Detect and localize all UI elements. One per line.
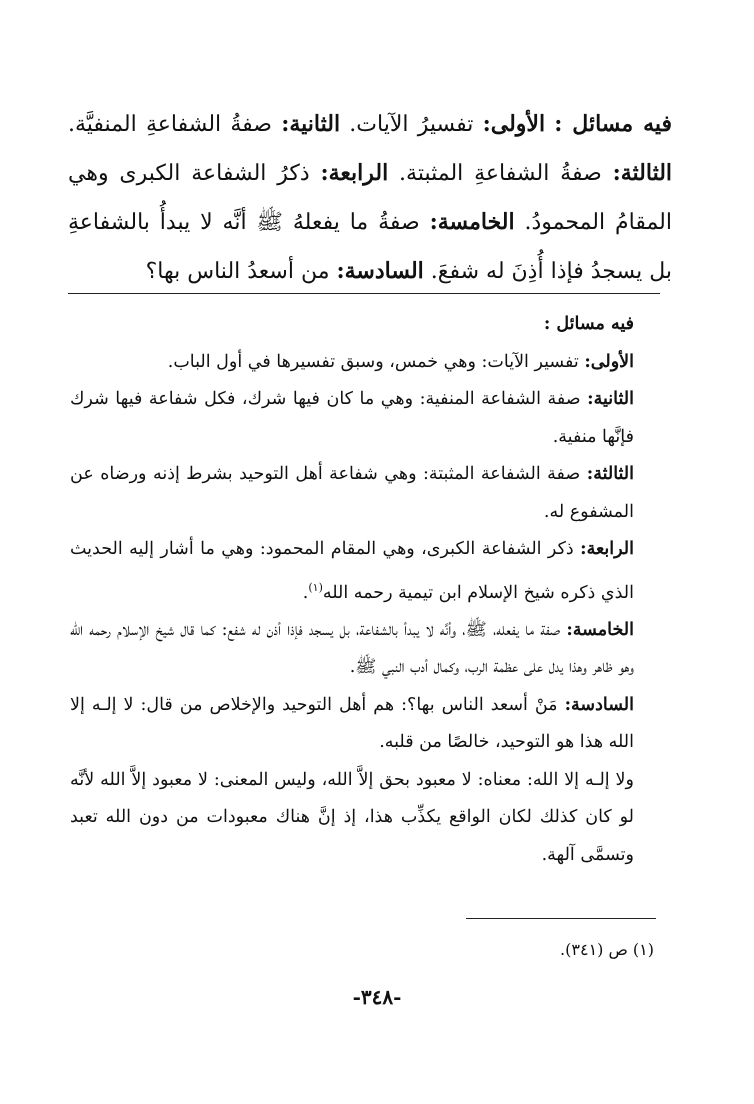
commentary	[70, 306, 672, 874]
summary-intro: فيه مسائل :	[554, 111, 673, 137]
commentary-fifth-text: صفة ما يفعله، ﷺ، وأنَّه لا يبدأ بالشفاعة، بل يسجد فإذا أذن له شفع: كما قال شيخ الإسلام رحمه الله وهو ظاهر وهذا يدل على عظمة الرب، وكمال أدب النبي ﷺ.	[70, 619, 634, 678]
page-number: -٣٤٨-	[352, 985, 402, 1009]
issues-summary	[68, 100, 672, 296]
commentary-fourth-label: الرابعة:	[580, 539, 634, 559]
summary-fifth-label: الخامسة:	[429, 209, 515, 235]
summary-fifth-text: صفةُ ما يفعلهُ ﷺ أنَّه لا يبدأُ بالشفاعةِ بل يسجدُ فإذا أُذِنَ له شفعَ.	[68, 210, 672, 284]
footnote-reference: (١)	[308, 580, 323, 594]
footnote-divider	[466, 918, 656, 919]
commentary-first-label: الأولى:	[584, 351, 634, 372]
commentary-fourth-end: .	[302, 582, 309, 603]
summary-sixth-text: من أسعدُ الناس بها؟	[145, 259, 330, 284]
footnote: (١) ص (٣٤١).	[560, 940, 654, 959]
summary-first-text: تفسيرُ الآيات.	[349, 112, 474, 137]
summary-third-text: صفةُ الشفاعةِ المثبتة.	[399, 161, 602, 186]
commentary-first-text: تفسير الآيات: وهي خمس، وسبق تفسيرها في أول الباب.	[167, 351, 579, 372]
commentary-fourth	[70, 531, 672, 612]
commentary-sixth-label: السادسة:	[564, 694, 634, 715]
commentary-fourth-text: ذكر الشفاعة الكبرى، وهي المقام المحمود: وهي ما أشار إليه الحديث الذي ذكره شيخ الإسلام ابن تيمية رحمه الله	[70, 539, 634, 603]
commentary-third-text: صفة الشفاعة المثبتة: وهي شفاعة أهل التوحيد بشرط إذنه ورضاه عن المشفوع له.	[70, 464, 634, 522]
section-divider	[68, 293, 660, 294]
summary-fourth-label: الرابعة:	[320, 160, 389, 186]
commentary-sixth-text: مَنْ أسعد الناس بها؟: هم أهل التوحيد والإخلاص من قال: لا إلـه إلا الله هذا هو التوحيد، خالصًا من قلبه.	[70, 694, 634, 753]
commentary-second	[70, 381, 672, 456]
commentary-intro: فيه مسائل :	[543, 314, 634, 334]
commentary-second-text: صفة الشفاعة المنفية: وهي ما كان فيها شرك، فكل شفاعة فيها شرك فإنَّها منفية.	[70, 389, 634, 447]
summary-fourth-text: ذكرُ الشفاعة الكبرى وهي المقامُ المحمودُ.	[68, 161, 672, 235]
summary-first-label: الأولى:	[482, 111, 546, 137]
commentary-fifth-label: الخامسة:	[566, 619, 634, 640]
commentary-seventh: ولا إلـه إلا الله: معناه: لا معبود بحق إلاَّ الله، وليس المعنى: لا معبود إلاَّ الله لأنَّه لو كان كذلك لكان الواقع يكذِّب هذا، إذ إنَّ هناك معبودات من دون الله تعبد وتسمَّى آلهة.	[70, 769, 634, 865]
summary-second-label: الثانية:	[281, 111, 341, 137]
commentary-sixth	[70, 687, 672, 762]
commentary-third-label: الثالثة:	[586, 464, 634, 484]
summary-third-label: الثالثة:	[612, 160, 673, 186]
summary-sixth-label: السادسة:	[336, 258, 424, 284]
summary-second-text: صفةُ الشفاعةِ المنفيَّة.	[68, 112, 272, 137]
commentary-second-label: الثانية:	[587, 389, 634, 409]
commentary-third	[70, 456, 672, 531]
commentary-fifth	[70, 612, 672, 687]
commentary-first	[70, 344, 672, 382]
